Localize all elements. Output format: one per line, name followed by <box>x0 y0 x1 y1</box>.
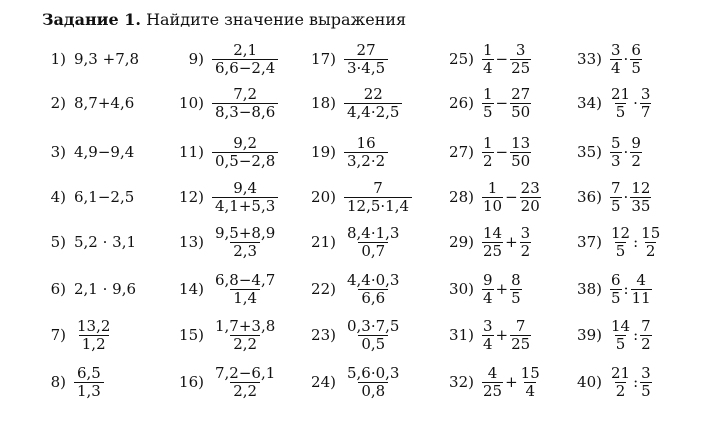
exercise-item <box>176 362 278 402</box>
fraction <box>344 180 412 215</box>
operator: + <box>495 326 509 344</box>
fraction <box>482 365 503 400</box>
denominator: 3·4,5 <box>344 59 388 77</box>
numerator: 0,3·7,5 <box>347 316 400 335</box>
denominator: 3 <box>611 151 621 170</box>
numerator: 5 <box>611 133 621 152</box>
numerator: 3 <box>520 223 531 242</box>
denominator: 1,3 <box>74 382 104 400</box>
exercise-number: 16) <box>179 373 204 391</box>
numerator: 1 <box>483 40 493 59</box>
expression: 9,3 +7,8 <box>74 50 140 68</box>
numerator: 23 <box>520 178 540 197</box>
exercise-item <box>308 132 388 172</box>
exercise-number: 17) <box>311 50 336 68</box>
fraction <box>212 272 278 307</box>
fraction <box>344 272 402 307</box>
denominator: 4,4·2,5 <box>344 103 402 121</box>
denominator: 25 <box>483 381 503 400</box>
exercise-item <box>42 222 136 262</box>
numerator: 5,6·0,3 <box>347 363 400 382</box>
denominator: 50 <box>511 102 531 121</box>
numerator: 7 <box>641 316 651 335</box>
exercise-item <box>176 222 278 262</box>
denominator: 2 <box>631 151 641 170</box>
exercise-item <box>446 362 541 402</box>
exercise-item <box>176 269 278 309</box>
fraction <box>212 318 278 353</box>
numerator: 7 <box>373 178 383 197</box>
numerator: 3 <box>515 40 526 59</box>
denominator: 25 <box>511 334 531 353</box>
expression: 4,9−9,4 <box>74 143 135 161</box>
fraction <box>482 272 494 307</box>
operator: : <box>633 326 639 344</box>
exercise-item <box>176 177 278 217</box>
denominator: 5 <box>631 58 641 77</box>
operator: : <box>633 233 639 251</box>
fraction <box>630 135 642 170</box>
fraction <box>520 365 541 400</box>
denominator: 20 <box>520 196 540 215</box>
denominator: 50 <box>511 151 531 170</box>
numerator: 7,2−6,1 <box>215 363 276 382</box>
exercise-number: 21) <box>311 233 336 251</box>
exercise-item <box>574 177 651 217</box>
exercise-number: 36) <box>577 188 602 206</box>
denominator: 11 <box>631 288 651 307</box>
numerator: 9 <box>483 270 493 289</box>
exercise-number: 14) <box>179 280 204 298</box>
denominator: 0,5 <box>358 335 388 353</box>
fraction <box>610 272 622 307</box>
numerator: 9,5+8,9 <box>215 223 276 242</box>
denominator: 4 <box>483 334 493 353</box>
exercise-number: 29) <box>449 233 474 251</box>
denominator: 4 <box>611 58 621 77</box>
exercise-number: 33) <box>577 50 602 68</box>
fraction <box>520 225 532 260</box>
exercise-item <box>446 83 531 123</box>
exercise-item <box>176 132 278 172</box>
numerator: 3 <box>483 316 493 335</box>
numerator: 4 <box>636 270 646 289</box>
exercise-item <box>574 39 642 79</box>
exercise-number: 26) <box>449 94 474 112</box>
denominator: 25 <box>483 241 503 260</box>
fraction <box>482 318 494 353</box>
numerator: 16 <box>356 133 376 152</box>
fraction <box>212 225 278 260</box>
denominator: 5 <box>641 381 651 400</box>
denominator: 2 <box>645 241 656 260</box>
numerator: 27 <box>356 40 376 59</box>
numerator: 1 <box>483 84 493 103</box>
exercise-item <box>42 269 136 309</box>
exercise-number: 18) <box>311 94 336 112</box>
fraction <box>344 42 388 77</box>
denominator: 2,2 <box>230 382 260 400</box>
fraction <box>212 180 278 215</box>
expression: 6,1−2,5 <box>74 188 135 206</box>
exercise-number: 37) <box>577 233 602 251</box>
denominator: 7 <box>640 102 651 121</box>
fraction <box>482 86 494 121</box>
fraction <box>610 42 622 77</box>
operator: · <box>623 143 629 161</box>
numerator: 12 <box>631 178 651 197</box>
exercise-number: 2) <box>50 94 66 112</box>
denominator: 5 <box>511 288 521 307</box>
fraction <box>212 135 278 170</box>
exercise-number: 5) <box>50 233 66 251</box>
numerator: 7 <box>611 178 621 197</box>
numerator: 27 <box>511 84 531 103</box>
exercise-item <box>308 222 402 262</box>
numerator: 6,5 <box>77 363 101 382</box>
exercise-item <box>574 269 652 309</box>
exercise-number: 34) <box>577 94 602 112</box>
numerator: 2,1 <box>233 40 258 59</box>
fraction <box>74 318 113 353</box>
exercise-item <box>308 269 402 309</box>
denominator: 4 <box>525 381 535 400</box>
operator: · <box>623 50 629 68</box>
exercise-item <box>446 222 531 262</box>
denominator: 1,4 <box>230 289 260 307</box>
exercise-item <box>574 83 651 123</box>
exercise-number: 39) <box>577 326 602 344</box>
operator: − <box>495 50 509 68</box>
exercise-number: 24) <box>311 373 336 391</box>
operator: · <box>623 188 629 206</box>
task-instruction: Найдите значение выражения <box>146 10 407 29</box>
numerator: 3 <box>611 40 621 59</box>
exercise-number: 3) <box>50 143 66 161</box>
exercise-item <box>574 315 652 355</box>
exercise-number: 30) <box>449 280 474 298</box>
fraction <box>344 135 388 170</box>
operator: + <box>505 233 518 251</box>
denominator: 6,6−2,4 <box>212 59 278 77</box>
exercise-item <box>176 315 278 355</box>
numerator: 6 <box>611 270 621 289</box>
fraction <box>344 225 402 260</box>
exercise-number: 20) <box>311 188 336 206</box>
denominator: 5 <box>611 288 621 307</box>
exercise-item <box>446 132 531 172</box>
exercise-item <box>42 177 134 217</box>
exercise-item <box>308 39 388 79</box>
exercise-item <box>42 39 139 79</box>
denominator: 8,3−8,6 <box>212 103 278 121</box>
numerator: 1 <box>487 178 498 197</box>
fraction <box>344 365 402 400</box>
denominator: 5 <box>483 102 493 121</box>
denominator: 6,6 <box>358 289 388 307</box>
exercise-number: 35) <box>577 143 602 161</box>
exercise-number: 19) <box>311 143 336 161</box>
fraction <box>212 365 278 400</box>
exercise-item <box>176 39 278 79</box>
exercise-item <box>42 362 104 402</box>
exercise-item <box>574 362 652 402</box>
fraction <box>510 318 531 353</box>
numerator: 13,2 <box>77 316 111 335</box>
exercise-number: 25) <box>449 50 474 68</box>
denominator: 4 <box>483 288 493 307</box>
expression: 2,1 · 9,6 <box>74 280 137 298</box>
fraction <box>640 365 652 400</box>
exercise-number: 38) <box>577 280 602 298</box>
exercise-number: 7) <box>50 326 66 344</box>
fraction <box>482 225 503 260</box>
numerator: 9,4 <box>233 178 258 197</box>
exercise-number: 32) <box>449 373 474 391</box>
fraction <box>74 365 104 400</box>
numerator: 9,2 <box>233 133 258 152</box>
numerator: 1,7+3,8 <box>215 316 276 335</box>
operator: + <box>505 373 518 391</box>
denominator: 5 <box>615 334 626 353</box>
numerator: 12 <box>611 223 631 242</box>
numerator: 1 <box>483 133 493 152</box>
numerator: 3 <box>640 84 651 103</box>
fraction <box>510 135 531 170</box>
denominator: 12,5·1,4 <box>344 197 412 215</box>
numerator: 21 <box>611 363 631 382</box>
exercise-number: 31) <box>449 326 474 344</box>
exercise-item <box>308 315 402 355</box>
numerator: 22 <box>363 84 383 103</box>
numerator: 7,2 <box>233 84 258 103</box>
exercise-number: 4) <box>50 188 66 206</box>
exercise-item <box>574 132 642 172</box>
numerator: 4,4·0,3 <box>347 270 400 289</box>
numerator: 6,8−4,7 <box>215 270 276 289</box>
denominator: 5 <box>615 241 626 260</box>
denominator: 5 <box>611 196 621 215</box>
exercise-item <box>308 83 402 123</box>
exercise-number: 10) <box>179 94 204 112</box>
fraction <box>344 86 402 121</box>
denominator: 1,2 <box>79 335 109 353</box>
exercise-item <box>176 83 278 123</box>
operator: − <box>495 94 509 112</box>
exercise-item <box>446 315 531 355</box>
numerator: 15 <box>641 223 661 242</box>
exercise-number: 23) <box>311 326 336 344</box>
numerator: 8,4·1,3 <box>347 223 400 242</box>
fraction <box>610 135 622 170</box>
numerator: 21 <box>611 84 631 103</box>
operator: : <box>623 280 629 298</box>
fraction <box>610 86 631 121</box>
fraction <box>630 180 651 215</box>
denominator: 2,3 <box>230 242 260 260</box>
fraction <box>510 42 531 77</box>
operator: − <box>495 143 509 161</box>
denominator: 0,5−2,8 <box>212 152 278 170</box>
exercise-number: 27) <box>449 143 474 161</box>
fraction <box>482 42 494 77</box>
fraction <box>610 365 631 400</box>
exercise-number: 22) <box>311 280 336 298</box>
fraction <box>212 86 278 121</box>
numerator: 6 <box>631 40 641 59</box>
exercise-number: 15) <box>179 326 204 344</box>
exercise-number: 40) <box>577 373 602 391</box>
denominator: 2,2 <box>230 335 260 353</box>
fraction <box>640 225 661 260</box>
fraction <box>482 180 503 215</box>
expression: 5,2 · 3,1 <box>74 233 137 251</box>
fraction <box>482 135 494 170</box>
denominator: 0,7 <box>358 242 388 260</box>
denominator: 4,1+5,3 <box>212 197 278 215</box>
denominator: 5 <box>615 102 626 121</box>
numerator: 13 <box>511 133 531 152</box>
operator: − <box>505 188 518 206</box>
numerator: 14 <box>611 316 631 335</box>
denominator: 2 <box>483 151 493 170</box>
exercise-number: 8) <box>50 373 66 391</box>
fraction <box>344 318 402 353</box>
denominator: 4 <box>483 58 493 77</box>
fraction <box>631 272 652 307</box>
operator: · <box>633 94 638 112</box>
denominator: 2 <box>641 334 651 353</box>
exercise-number: 12) <box>179 188 204 206</box>
exercise-item <box>574 222 661 262</box>
denominator: 2 <box>520 241 531 260</box>
exercise-item <box>42 132 134 172</box>
operator: + <box>495 280 509 298</box>
fraction <box>610 225 631 260</box>
exercise-item <box>446 269 522 309</box>
numerator: 7 <box>515 316 526 335</box>
denominator: 35 <box>631 196 651 215</box>
operator: : <box>633 373 639 391</box>
numerator: 14 <box>483 223 503 242</box>
numerator: 4 <box>487 363 498 382</box>
exercise-number: 28) <box>449 188 474 206</box>
denominator: 2 <box>615 381 626 400</box>
exercise-item <box>446 177 541 217</box>
fraction <box>610 318 631 353</box>
task-label: Задание 1. <box>42 10 141 29</box>
denominator: 3,2·2 <box>344 152 388 170</box>
numerator: 8 <box>511 270 521 289</box>
exercise-item <box>42 315 113 355</box>
exercise-number: 13) <box>179 233 204 251</box>
exercise-item <box>308 177 412 217</box>
expression: 8,7+4,6 <box>74 94 135 112</box>
fraction <box>640 86 652 121</box>
exercise-number: 6) <box>50 280 66 298</box>
denominator: 0,8 <box>358 382 388 400</box>
numerator: 3 <box>641 363 651 382</box>
denominator: 25 <box>511 58 531 77</box>
fraction <box>640 318 652 353</box>
exercise-number: 1) <box>50 50 66 68</box>
denominator: 10 <box>483 196 503 215</box>
fraction <box>630 42 642 77</box>
task-title <box>42 10 406 29</box>
exercise-item <box>446 39 531 79</box>
exercise-item <box>42 83 134 123</box>
exercise-number: 9) <box>188 50 204 68</box>
fraction <box>510 272 522 307</box>
numerator: 9 <box>631 133 641 152</box>
fraction <box>510 86 531 121</box>
exercise-number: 11) <box>179 143 204 161</box>
exercise-item <box>308 362 402 402</box>
fraction <box>610 180 622 215</box>
fraction <box>212 42 278 77</box>
fraction <box>520 180 541 215</box>
numerator: 15 <box>520 363 540 382</box>
